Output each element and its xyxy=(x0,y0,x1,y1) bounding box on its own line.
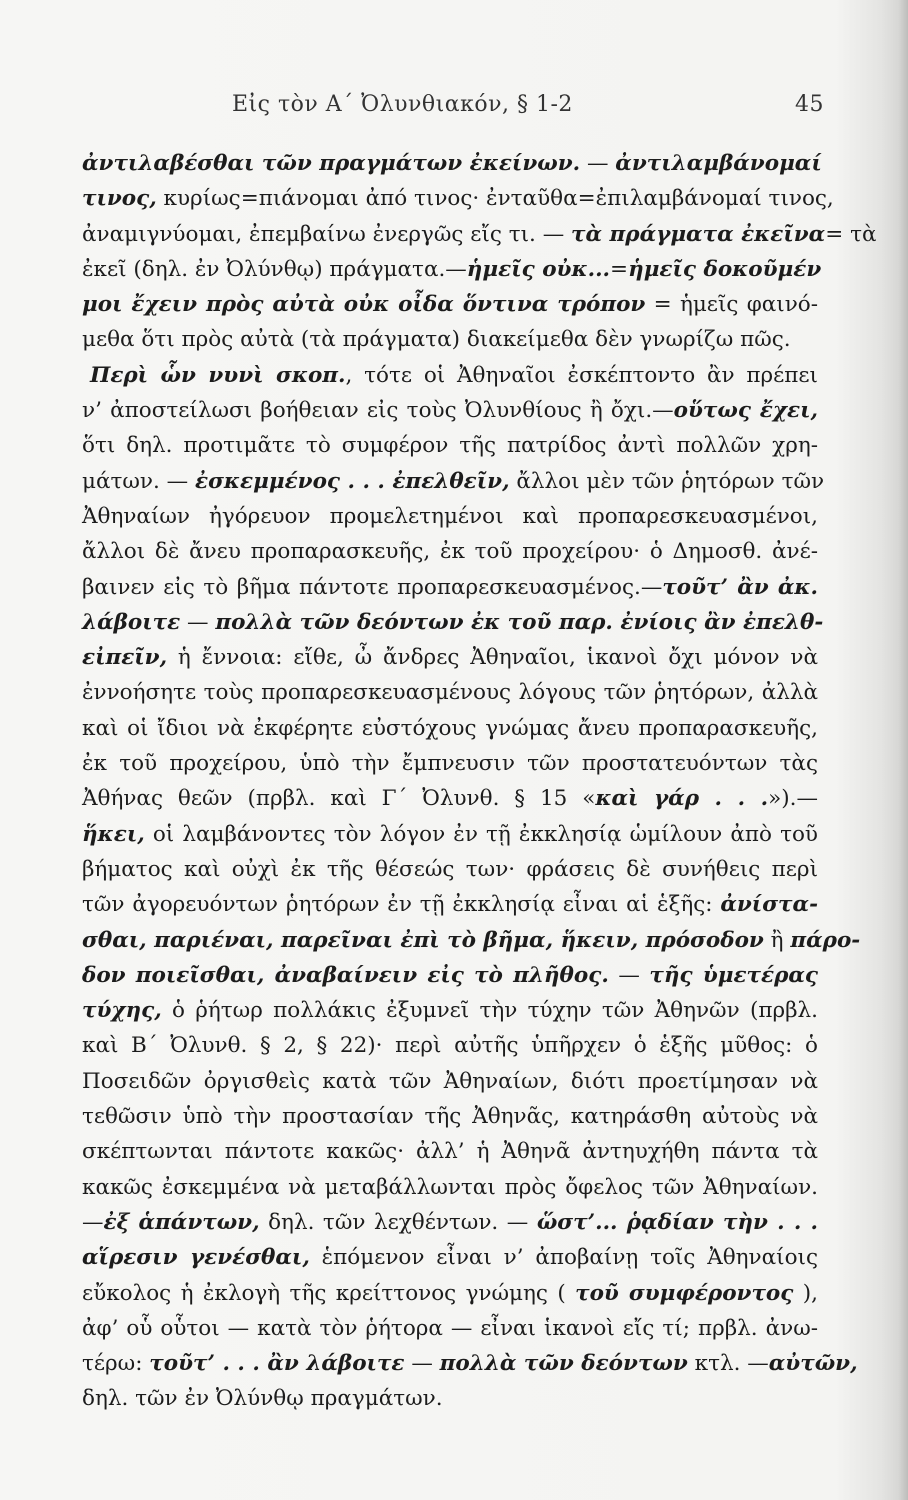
gloss-text: εὔκολος ἡ ἐκλογὴ τῆς κρείττονος γνώμης ( xyxy=(82,1280,576,1306)
gloss-text: Ἀθήνας θεῶν (πρβλ. καὶ Γ΄ Ὀλυνθ. § 15 « xyxy=(82,786,596,812)
gloss-text: τῶν ἀγορευόντων ῥητόρων ἐν τῇ ἐκκλησίᾳ εἶναι αἱ ἑξῆς: xyxy=(82,892,721,918)
text-line xyxy=(82,675,818,710)
text-line xyxy=(82,464,825,499)
gloss-text: = xyxy=(610,256,629,282)
lemma-text: σθαι, παριέναι, παρεῖναι ἐπὶ τὸ βῆμα, ἥκειν, πρόσοδον xyxy=(82,927,764,953)
gloss-text: — xyxy=(608,962,650,988)
lemma-text: τοῦτ’ ἂν ἀκ. xyxy=(662,574,818,600)
text-line xyxy=(82,852,818,887)
text-line xyxy=(82,923,861,958)
page-number: 45 xyxy=(795,92,824,117)
lemma-text: ἥκει, xyxy=(82,821,145,847)
gloss-text: ), xyxy=(793,1280,818,1306)
gloss-text: κακῶς ἐσκεμμένα νὰ μεταβάλλωνται πρὸς ὄφελος τῶν Ἀθηναίων. xyxy=(82,1174,818,1200)
gloss-text: = ἡμεῖς φαινό- xyxy=(645,292,818,318)
lemma-text: ἡμεῖς δοκοῦμέν xyxy=(628,256,822,282)
text-line xyxy=(82,1099,818,1134)
gloss-text: ἐκ τοῦ προχείρου, ὑπὸ τὴν ἔμπνευσιν τῶν προστατευόντων τὰς xyxy=(82,751,818,777)
text-line xyxy=(82,1240,818,1275)
lemma-text: τινος, xyxy=(82,186,157,212)
gloss-text: δηλ. τῶν λεχθέντων. — xyxy=(259,1209,537,1235)
text-line xyxy=(82,393,818,428)
text-line xyxy=(82,1311,818,1346)
lemma-text: ἀντιλαμβάνομαί xyxy=(615,151,822,176)
text-line xyxy=(82,322,818,357)
gloss-text: ἐννοήσητε τοὺς προπαρεσκευασμένους λόγους τῶν ῥητόρων, ἀλλὰ xyxy=(82,680,818,706)
gloss-text: = τὰ xyxy=(825,221,877,247)
lemma-text: Περὶ ὧν νυνὶ σκοπ. xyxy=(90,362,346,388)
text-line xyxy=(82,146,822,181)
text-line xyxy=(82,605,824,640)
gloss-text: ἀφ’ οὗ οὗτοι — κατὰ τὸν ῥήτορα — εἶναι ἱκανοὶ εἴς τί; πρβλ. ἀνω- xyxy=(82,1315,818,1341)
text-line xyxy=(82,499,818,534)
gloss-text: ὅτι δηλ. προτιμᾶτε τὸ συμφέρον τῆς πατρίδος ἀντὶ πολλῶν χρη- xyxy=(82,433,818,459)
text-line xyxy=(82,817,818,852)
gloss-text: ἢ xyxy=(763,927,791,953)
text-line xyxy=(82,217,877,252)
gloss-text: βαινεν εἰς τὸ βῆμα πάντοτε προπαρεσκευασμένος.— xyxy=(82,574,663,600)
page-header xyxy=(0,92,908,122)
text-line xyxy=(82,746,818,781)
text-line xyxy=(82,287,818,322)
text-line xyxy=(82,570,818,605)
lemma-text: λάβοιτε xyxy=(82,609,181,635)
lemma-text: οὕτως ἔχει, xyxy=(673,398,818,424)
text-line xyxy=(82,534,818,569)
gloss-text: μεθα ὅτι πρὸς αὐτὰ (τὰ πράγματα) διακείμεθα δὲν γνωρίζω πῶς. xyxy=(82,327,791,353)
text-line xyxy=(82,181,834,216)
text-line xyxy=(82,252,822,287)
gloss-text: »).— xyxy=(768,786,818,812)
gloss-text: ἄλλοι δὲ ἄνευ προπαρασκευῆς, ἐκ τοῦ προχείρου· ὁ Δημοσθ. ἀνέ- xyxy=(82,539,818,565)
text-line xyxy=(82,1170,818,1205)
gloss-text: ἐκεῖ (δηλ. ἐν Ὀλύνθῳ) πράγματα.— xyxy=(82,256,467,282)
lemma-text: τοῦ συμφέροντος xyxy=(575,1280,794,1306)
text-line xyxy=(82,887,818,922)
text-line xyxy=(82,993,818,1028)
lemma-text: αἵρεσιν γενέσθαι, xyxy=(82,1245,310,1271)
gloss-text: βήματος καὶ οὐχὶ ἐκ τῆς θέσεώς των· φράσεις δὲ συνήθεις περὶ xyxy=(82,856,818,882)
lemma-text: αὐτῶν, xyxy=(768,1351,858,1377)
text-line xyxy=(82,640,818,675)
gloss-text: — xyxy=(404,1351,440,1377)
lemma-text: ὥστ’... ῥᾳδίαν τὴν . . . xyxy=(536,1209,818,1235)
gloss-text: δηλ. τῶν ἐν Ὀλύνθῳ πραγμάτων. xyxy=(82,1386,443,1412)
running-title: Εἰς τὸν Α΄ Ὀλυνθιακόν, § 1-2 xyxy=(232,92,573,117)
page-edge-shadow xyxy=(898,0,908,1500)
gloss-text: ν’ ἀποστείλωσι βοήθειαν εἰς τοὺς Ὀλυνθίους ἢ ὄχι.— xyxy=(82,398,674,424)
gloss-text: ἑπόμενον εἶναι ν’ ἀποβαίνῃ τοῖς Ἀθηναίοις xyxy=(309,1245,818,1271)
gloss-text: — xyxy=(180,609,216,635)
lemma-text: πολλὰ τῶν δεόντων ἐκ τοῦ παρ. ἐνίοις ἂν ἐπελθ- xyxy=(215,609,824,635)
text-line xyxy=(82,1134,818,1169)
gloss-text: καὶ οἱ ἴδιοι νὰ ἐκφέρητε εὐστόχους γνώμας ἄνευ προπαρασκευῆς, xyxy=(82,715,818,741)
text-line xyxy=(82,1381,818,1416)
gloss-text: οἱ λαμβάνοντες τὸν λόγον ἐν τῇ ἐκκλησίᾳ ὡμίλουν ἀπὸ τοῦ xyxy=(144,821,818,847)
text-line xyxy=(82,958,818,993)
gloss-text: κτλ. — xyxy=(687,1351,769,1377)
commentary-text xyxy=(82,146,877,1417)
lemma-text: πάρο- xyxy=(790,927,861,953)
lemma-text: τύχης, xyxy=(82,998,162,1024)
text-line xyxy=(82,428,818,463)
gloss-text: , τότε οἱ Ἀθηναῖοι ἐσκέπτοντο ἂν πρέπει xyxy=(345,362,818,388)
gloss-text: ἀναμιγνύομαι, ἐπεμβαίνω ἐνεργῶς εἴς τι. — xyxy=(82,221,572,247)
text-line xyxy=(82,711,818,746)
lemma-text: δον ποιεῖσθαι, ἀναβαίνειν εἰς τὸ πλῆθος. xyxy=(82,962,609,988)
text-line xyxy=(82,1028,818,1063)
gloss-text: ἄλλοι μὲν τῶν ῥητόρων τῶν xyxy=(509,468,825,494)
text-line xyxy=(82,781,818,816)
lemma-text: ἐσκεμμένος . . . ἐπελθεῖν, xyxy=(195,468,510,494)
lemma-text: μοι ἔχειν πρὸς αὐτὰ οὐκ οἶδα ὅντινα τρόπον xyxy=(82,292,646,318)
gloss-text: Ἀθηναίων ἠγόρευον προμελετημένοι καὶ προπαρεσκευασμένοι, xyxy=(82,503,818,529)
lemma-text: τοῦτ’ . . . ἂν λάβοιτε xyxy=(149,1351,405,1377)
lemma-text: εἰπεῖν, xyxy=(82,645,168,671)
gloss-text: ὁ ῥήτωρ πολλάκις ἐξυμνεῖ τὴν τύχην τῶν Ἀθηνῶν (πρβλ. xyxy=(161,998,818,1024)
gloss-text: — xyxy=(82,1209,104,1235)
gloss-text: καὶ Β΄ Ὀλυνθ. § 2, § 22)· περὶ αὐτῆς ὑπῆρχεν ὁ ἑξῆς μῦθος: ὁ xyxy=(82,1033,818,1059)
text-line xyxy=(82,1064,818,1099)
lemma-text: καὶ γάρ . . . xyxy=(595,786,769,812)
text-line xyxy=(82,1205,818,1240)
lemma-text: τῆς ὑμετέρας xyxy=(649,962,819,988)
lemma-text: ἀντιλαβέσθαι τῶν πραγμάτων ἐκείνων. xyxy=(82,151,581,176)
gloss-text: Ποσειδῶν ὀργισθεὶς κατὰ τῶν Ἀθηναίων, διότι προετίμησαν νὰ xyxy=(82,1068,818,1094)
text-line xyxy=(82,1276,818,1311)
lemma-text: πολλὰ τῶν δεόντων xyxy=(439,1351,688,1377)
gloss-text: κυρίως=πιάνομαι ἀπό τινος· ἐνταῦθα=ἐπιλαμβάνομαί τινος, xyxy=(156,186,834,212)
gloss-text: σκέπτωνται πάντοτε κακῶς· ἀλλ’ ἡ Ἀθηνᾶ ἀντηυχήθη πάντα τὰ xyxy=(82,1139,818,1165)
lemma-text: ἐξ ἁπάντων, xyxy=(103,1209,260,1235)
text-line xyxy=(82,1346,858,1381)
gloss-text: μάτων. — xyxy=(82,468,195,494)
gloss-text: τέρω: xyxy=(82,1351,150,1377)
lemma-text: τὰ πράγματα ἐκεῖνα xyxy=(571,221,826,247)
gloss-text: — xyxy=(580,151,616,176)
text-line xyxy=(82,358,818,393)
gloss-text: τεθῶσιν ὑπὸ τὴν προστασίαν τῆς Ἀθηνᾶς, κατηράσθη αὐτοὺς νὰ xyxy=(82,1104,818,1130)
lemma-text: ἀνίστα- xyxy=(720,892,818,918)
gloss-text: ἡ ἔννοια: εἴθε, ὦ ἄνδρες Ἀθηναῖοι, ἱκανοὶ ὄχι μόνον νὰ xyxy=(167,645,818,671)
lemma-text: ἡμεῖς οὐκ... xyxy=(466,256,611,282)
